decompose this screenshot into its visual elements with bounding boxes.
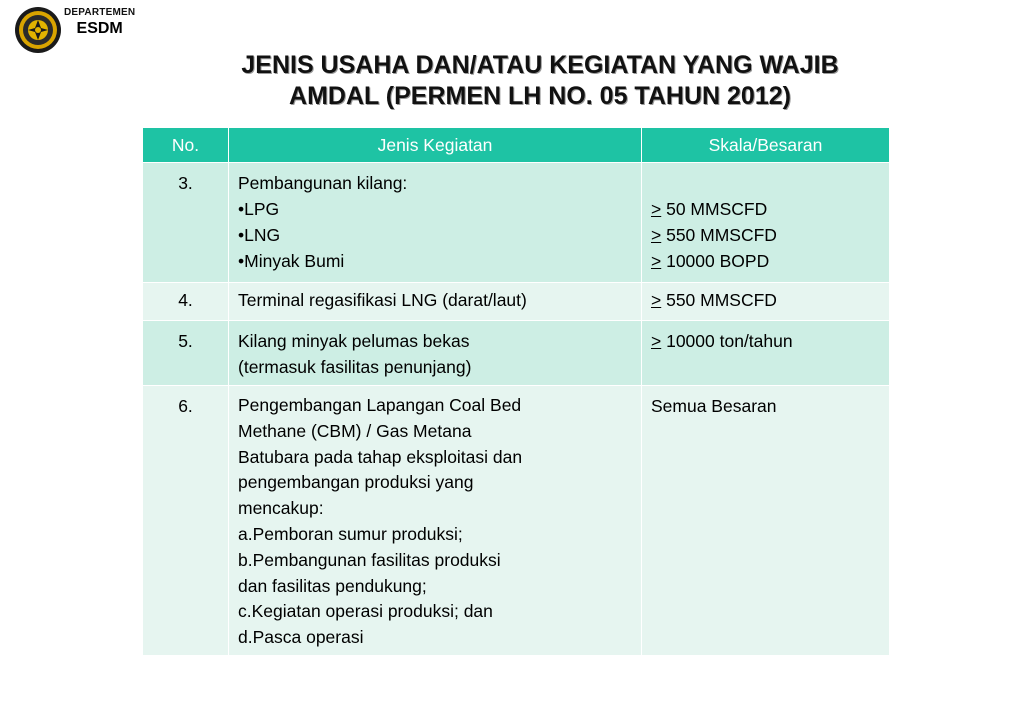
skala-line bbox=[651, 328, 880, 354]
skala-value: 50 MMSCFD bbox=[661, 199, 768, 219]
kegiatan-line: •Minyak Bumi bbox=[238, 251, 345, 271]
row-kegiatan bbox=[229, 321, 642, 386]
kegiatan-line: Batubara pada tahap eksploitasi dan bbox=[238, 446, 523, 467]
row-skala bbox=[642, 321, 890, 386]
kegiatan-line: (termasuk fasilitas penunjang) bbox=[238, 357, 472, 377]
skala-line bbox=[651, 222, 880, 248]
greater-equal-symbol: > bbox=[651, 251, 662, 271]
kegiatan-line: •LPG bbox=[238, 199, 280, 219]
row-kegiatan bbox=[229, 386, 642, 656]
table-row bbox=[143, 283, 890, 321]
logo-name-text: ESDM bbox=[76, 20, 123, 37]
greater-equal-symbol: > bbox=[651, 199, 662, 219]
amdal-table bbox=[142, 127, 890, 656]
kegiatan-line: Kilang minyak pelumas bekas bbox=[238, 331, 470, 351]
row-kegiatan bbox=[229, 163, 642, 283]
skala-line bbox=[651, 248, 880, 274]
row-skala bbox=[642, 163, 890, 283]
table-row bbox=[143, 321, 890, 386]
skala-value: 10000 ton/tahun bbox=[661, 331, 793, 351]
kegiatan-line: b.Pembangunan fasilitas produksi bbox=[238, 549, 501, 570]
skala-line bbox=[651, 196, 880, 222]
kegiatan-line: c.Kegiatan operasi produksi; dan bbox=[238, 601, 493, 622]
logo-department-text: DEPARTEMEN bbox=[64, 7, 136, 18]
table-row bbox=[143, 386, 890, 656]
title-line-1: JENIS USAHA DAN/ATAU KEGIATAN YANG WAJIB bbox=[241, 51, 839, 79]
kegiatan-line: Methane (CBM) / Gas Metana bbox=[238, 420, 472, 441]
header-skala-besaran: Skala/Besaran bbox=[642, 128, 890, 163]
logo-wordmark bbox=[64, 8, 135, 37]
esdm-emblem-icon bbox=[14, 6, 62, 54]
kegiatan-line: Pengembangan Lapangan Coal Bed bbox=[238, 395, 522, 415]
kegiatan-line: d.Pasca operasi bbox=[238, 627, 364, 648]
row-number: 4. bbox=[143, 283, 229, 321]
row-skala bbox=[642, 283, 890, 321]
row-skala bbox=[642, 386, 890, 656]
kegiatan-line: •LNG bbox=[238, 225, 281, 245]
esdm-logo bbox=[14, 6, 62, 54]
greater-equal-symbol: > bbox=[651, 331, 662, 351]
kegiatan-line: a.Pemboran sumur produksi; bbox=[238, 523, 463, 544]
kegiatan-line: pengembangan produksi yang bbox=[238, 472, 474, 493]
greater-equal-symbol: > bbox=[651, 290, 662, 310]
skala-value: Semua Besaran bbox=[651, 396, 777, 416]
skala-value: 10000 BOPD bbox=[661, 251, 770, 271]
row-kegiatan bbox=[229, 283, 642, 321]
kegiatan-line: dan fasilitas pendukung; bbox=[238, 575, 427, 596]
skala-value: 550 MMSCFD bbox=[661, 290, 777, 310]
skala-value: 550 MMSCFD bbox=[661, 225, 777, 245]
table-header-row bbox=[143, 128, 890, 163]
kegiatan-line: mencakup: bbox=[238, 498, 324, 519]
page-title bbox=[120, 50, 960, 112]
kegiatan-line: Terminal regasifikasi LNG (darat/laut) bbox=[238, 290, 527, 310]
row-number: 5. bbox=[143, 321, 229, 386]
table-row bbox=[143, 163, 890, 283]
title-line-2: AMDAL (PERMEN LH NO. 05 TAHUN 2012) bbox=[289, 82, 791, 110]
greater-equal-symbol: > bbox=[651, 225, 662, 245]
kegiatan-line: Pembangunan kilang: bbox=[238, 173, 408, 193]
row-number: 3. bbox=[143, 163, 229, 283]
header-no: No. bbox=[143, 128, 229, 163]
row-number: 6. bbox=[143, 386, 229, 656]
skala-line bbox=[651, 287, 880, 313]
header-jenis-kegiatan: Jenis Kegiatan bbox=[229, 128, 642, 163]
